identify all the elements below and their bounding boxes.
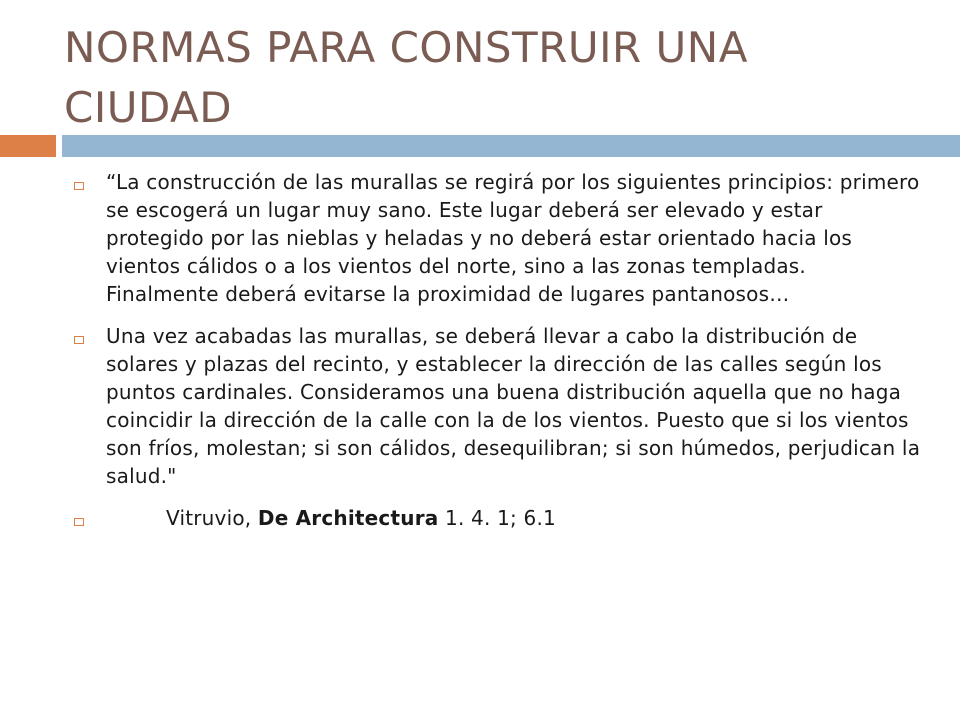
bullet-text: Una vez acabadas las murallas, se deberá llevar a cabo la distribución de solares y plazas del recinto, y establecer la dirección de las calles según los puntos cardinales. Consideramos una buena distribución aquella que no haga coincidir la dirección de la calle con la de los vientos. Puesto que si los vientos son fríos, molestan; si son cálidos, desequilibran; si son húmedos, perjudican la salud." [106, 324, 921, 488]
bullet-text: “La construcción de las murallas se regirá por los siguientes principios: primero se escogerá un lugar muy sano. Este lugar deberá ser elevado y estar protegido por las nieblas y heladas y no deberá estar orientado hacia los vientos cálidos o a los vientos del norte, sino a las zonas templadas. Finalmente deberá evitarse la proximidad de lugares pantanosos… [106, 170, 920, 306]
bullet-item [74, 322, 924, 490]
slide-title: NORMAS PARA CONSTRUIR UNA CIUDAD [64, 23, 748, 132]
citation-work: De Architectura [257, 506, 439, 530]
title-accent-bar [0, 135, 56, 157]
square-bullet-icon [74, 182, 84, 190]
citation-author: Vitruvio, [166, 506, 252, 530]
title-divider-bar [62, 135, 960, 157]
citation-reference: 1. 4. 1; 6.1 [445, 506, 556, 530]
bullet-item [74, 168, 924, 308]
citation [106, 504, 556, 532]
square-bullet-icon [74, 518, 84, 526]
slide-content [74, 168, 924, 546]
citation-item [74, 504, 924, 532]
square-bullet-icon [74, 336, 84, 344]
